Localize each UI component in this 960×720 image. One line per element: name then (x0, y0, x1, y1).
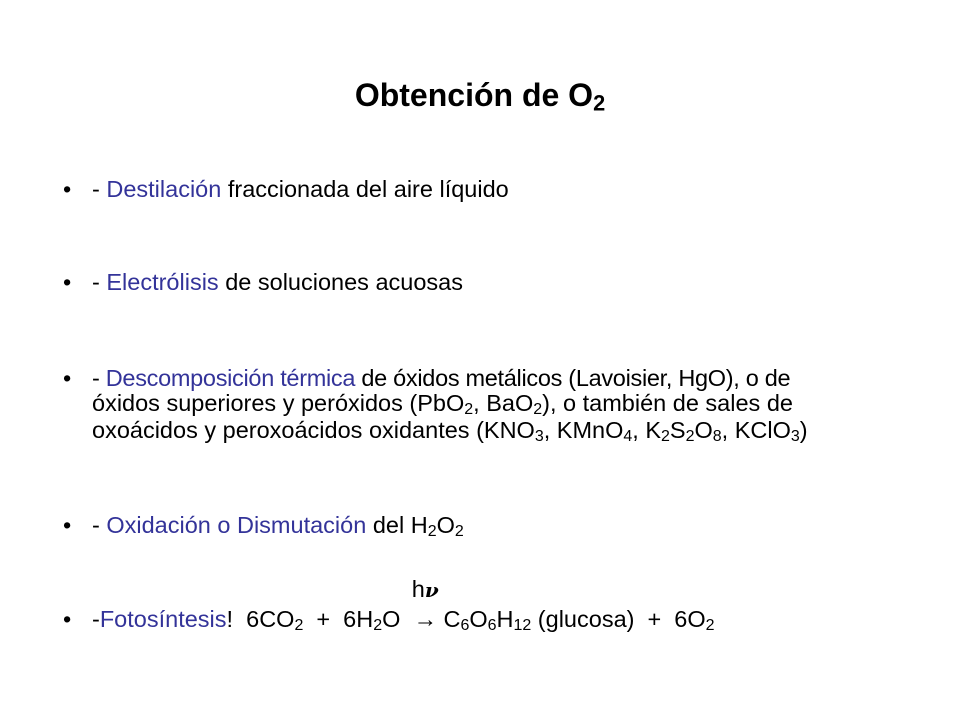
subscript: 2 (705, 617, 715, 635)
photosynthesis-equation (92, 576, 715, 635)
equation-text: O (382, 606, 414, 632)
bullet-highlight-term: Descomposición térmica (105, 365, 356, 391)
equation-text: H (496, 606, 514, 632)
bullet-highlight-term: Fotosíntesis (99, 606, 227, 632)
bullet-line-3 (92, 418, 808, 445)
reaction-arrow-icon: → (413, 606, 437, 632)
equation-text: ! 6CO (226, 606, 295, 632)
bullet-dash: - (92, 512, 107, 538)
bullet-text: , KClO (721, 417, 791, 444)
planck-h: h (411, 576, 425, 602)
bullet-text: del H (366, 512, 428, 538)
equation-text: C (436, 606, 461, 632)
subscript: 2 (685, 428, 695, 446)
bullet-marker: • (63, 269, 72, 295)
bullet-dash: - (92, 269, 107, 295)
subscript: 2 (294, 617, 304, 635)
bullet-highlight-term: Oxidación o Dismutación (106, 512, 367, 538)
bullet-text: ), o también de sales de (542, 390, 793, 416)
bullet-dash: - (92, 176, 107, 202)
bullet-electrolisis (63, 269, 463, 296)
bullet-text: O (436, 512, 455, 538)
equation-text: + 6H (303, 606, 374, 632)
subscript: 2 (427, 523, 437, 541)
equation-text: O (469, 606, 488, 632)
subscript: 6 (460, 617, 470, 635)
equation-text: (glucosa) + 6O (531, 606, 706, 632)
subscript: 3 (534, 428, 544, 446)
bullet-descomposicion (63, 366, 808, 445)
bullet-line-1 (92, 366, 808, 391)
bullet-highlight-term: Destilación (106, 176, 222, 202)
bullet-text: de óxidos metálicos (Lavoisier, HgO), o de (355, 365, 791, 391)
frequency-nu: ν (424, 578, 439, 602)
subscript: 2 (464, 401, 474, 419)
subscript: 2 (454, 523, 464, 541)
bullet-line-2 (92, 391, 808, 418)
bullet-oxidacion (63, 512, 464, 540)
subscript: 2 (661, 428, 670, 446)
bullet-text: ) (799, 417, 808, 444)
subscript: 2 (533, 401, 543, 419)
subscript: 2 (373, 617, 383, 635)
bullet-highlight-term: Electrólisis (106, 269, 219, 295)
bullet-text: fraccionada del aire líquido (221, 176, 509, 202)
bullet-dash: - (92, 365, 106, 391)
bullet-marker: • (63, 606, 72, 632)
subscript: 3 (790, 428, 800, 446)
light-energy-label (412, 576, 439, 604)
bullet-text: óxidos superiores y peróxidos (PbO (92, 390, 465, 416)
bullet-fotosintesis (63, 576, 715, 635)
subscript: 12 (513, 617, 532, 635)
subscript: 4 (623, 428, 633, 446)
bullet-dash: - (92, 606, 100, 632)
slide-title (0, 77, 960, 114)
subscript: 8 (712, 428, 722, 446)
bullet-marker: • (63, 176, 72, 202)
bullet-text: oxoácidos y peroxoácidos oxidantes (KNO (92, 417, 535, 444)
bullet-marker: • (63, 365, 72, 391)
bullet-marker: • (63, 512, 72, 538)
subscript: 6 (487, 617, 497, 635)
bullet-text: O (694, 417, 713, 444)
slide-title-subscript: 2 (593, 90, 606, 116)
bullet-text: de soluciones acuosas (218, 269, 463, 295)
bullet-text: , K (632, 417, 662, 444)
bullet-text: S (669, 417, 686, 444)
reaction-arrow-group (411, 576, 439, 633)
bullet-text: , BaO (473, 390, 534, 416)
bullet-destilacion (63, 176, 509, 203)
slide-title-text: Obtención de O (354, 77, 594, 113)
bullet-text: , KMnO (543, 417, 624, 444)
